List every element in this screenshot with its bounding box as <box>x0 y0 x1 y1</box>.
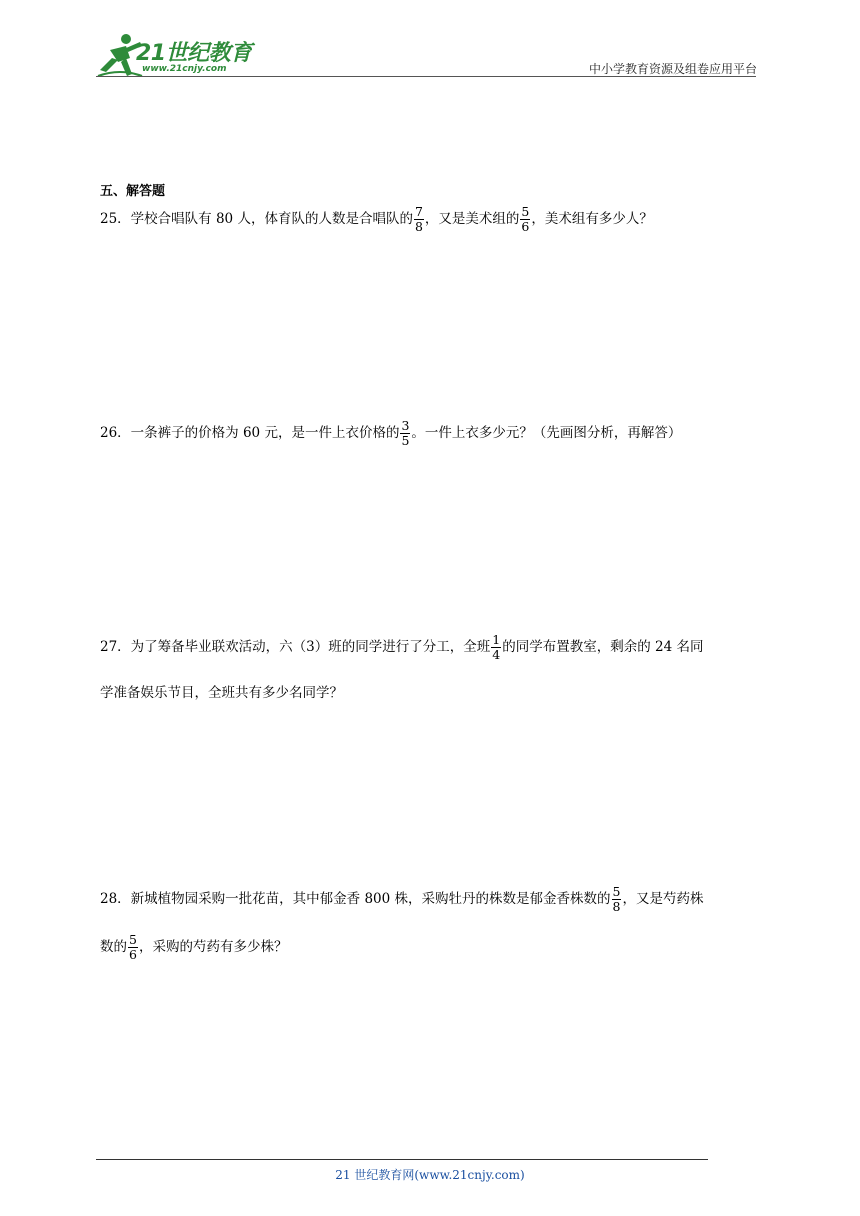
fraction-numerator: 5 <box>612 884 621 899</box>
logo-text: 21世纪教育 <box>136 41 252 66</box>
fraction-denominator: 5 <box>401 433 410 448</box>
fraction <box>491 633 501 662</box>
question-28-line-1 <box>100 885 703 914</box>
fraction-denominator: 8 <box>414 219 423 234</box>
question-28-text-a: 28．新城植物园采购一批花苗，其中郁金香 800 株，采购牡丹的株数是郁金香株数的 <box>100 891 611 907</box>
question-27-text-a: 27．为了筹备毕业联欢活动，六（3）班的同学进行了分工，全班 <box>100 639 491 655</box>
section-title: 五、解答题 <box>100 184 166 199</box>
question-25-line-1 <box>100 205 653 234</box>
question-28-text-b: ，又是芍药株 <box>622 891 704 907</box>
question-25-text-a: 25．学校合唱队有 80 人，体育队的人数是合唱队的 <box>100 211 413 227</box>
question-27-line-2 <box>100 683 343 703</box>
fraction <box>520 205 530 234</box>
question-28-text-c: 数的 <box>100 939 127 955</box>
fraction-denominator: 4 <box>492 647 501 662</box>
fraction-denominator: 8 <box>612 899 621 914</box>
question-28-text-d: ，采购的芍药有多少株？ <box>138 939 288 955</box>
question-27-text-c: 学准备娱乐节目，全班共有多少名同学？ <box>100 685 343 701</box>
question-27-line-1 <box>100 633 704 662</box>
platform-name: 中小学教育资源及组卷应用平台 <box>588 62 757 76</box>
fraction-numerator: 7 <box>414 204 423 219</box>
question-25-text-b: ，又是美术组的 <box>424 211 520 227</box>
footer-link[interactable]: 21 世纪教育网(www.21cnjy.com) <box>335 1168 525 1182</box>
question-28-line-2 <box>100 933 287 962</box>
fraction <box>400 419 410 448</box>
fraction-denominator: 6 <box>129 947 137 962</box>
question-26-text-b: 。一件上衣多少元？（先画图分析，再解答） <box>411 425 682 441</box>
fraction-numerator: 1 <box>492 632 501 647</box>
question-26-text-a: 26．一条裤子的价格为 60 元，是一件上衣价格的 <box>100 425 400 441</box>
question-25-text-c: ，美术组有多少人？ <box>531 211 653 227</box>
fraction <box>612 885 622 914</box>
fraction <box>414 205 424 234</box>
fraction-numerator: 3 <box>401 418 410 433</box>
fraction-denominator: 6 <box>521 219 530 234</box>
question-26-line-1 <box>100 419 681 448</box>
logo[interactable] <box>96 32 266 80</box>
header-divider <box>96 76 756 77</box>
question-27-text-b: 的同学布置教室，剩余的 24 名同 <box>502 639 704 655</box>
fraction <box>128 933 138 962</box>
page-header <box>0 0 860 90</box>
footer-divider <box>96 1159 708 1160</box>
logo-url: www.21cnjy.com <box>142 64 227 74</box>
fraction-numerator: 5 <box>521 204 530 219</box>
fraction-numerator: 5 <box>129 932 137 947</box>
